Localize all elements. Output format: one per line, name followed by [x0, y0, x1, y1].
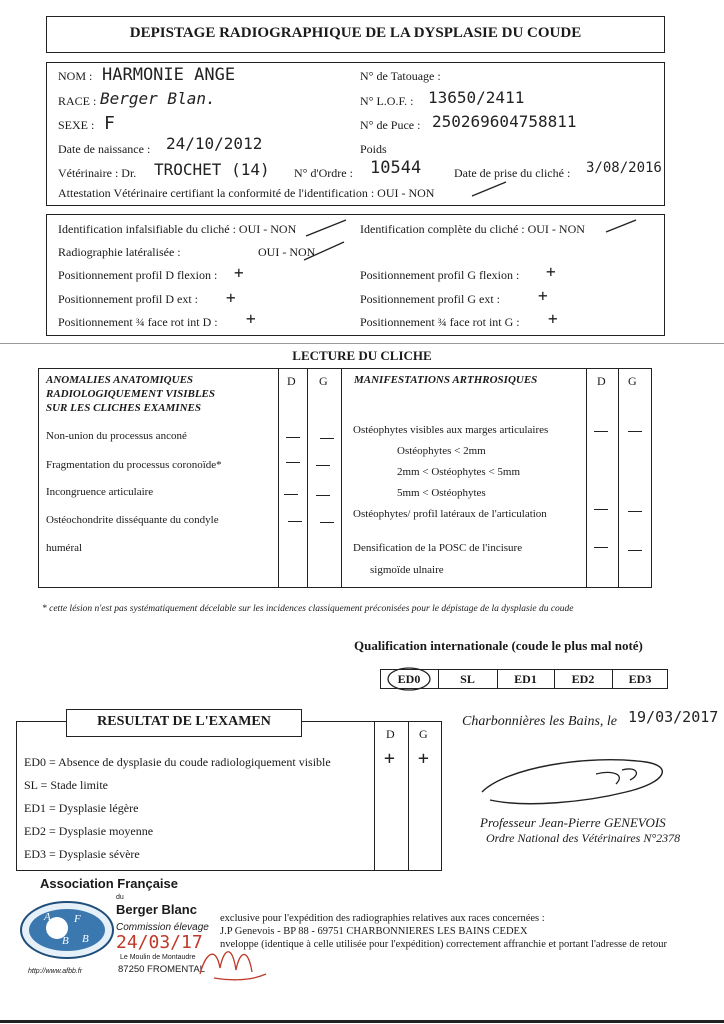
svg-text:B: B — [82, 933, 89, 945]
page-title: DEPISTAGE RADIOGRAPHIQUE DE LA DYSPLASIE DU COUDE — [129, 25, 582, 41]
footnote: * cette lésion n'est pas systématiquement décelable sur les incidences classiquement préconisées pour le dépistage de la dysplasie du coude — [42, 604, 574, 614]
dash-mark — [320, 522, 334, 523]
res-mark-g: + — [418, 748, 429, 769]
lecture-title: LECTURE DU CLICHE — [292, 348, 432, 363]
stamp-address1: Le Moulin de Montaudre — [120, 954, 196, 961]
strike-non-infals — [304, 218, 350, 240]
col-g-header: G — [319, 374, 328, 388]
pos-g-34: Positionnement ¾ face rot int G : — [360, 315, 520, 329]
ordre-label: N° d'Ordre : — [294, 166, 353, 180]
res-row-ed1: ED1 = Dysplasie légère — [24, 801, 139, 815]
row-osteo-profil: Ostéophytes/ profil latéraux de l'articulation — [353, 508, 547, 520]
anomalies-header-2: RADIOLOGIQUEMENT VISIBLES — [46, 388, 216, 400]
nom-label: NOM : — [58, 69, 93, 83]
res-row-ed2: ED2 = Dysplasie moyenne — [24, 824, 154, 838]
tatouage-label: N° de Tatouage : — [360, 69, 441, 83]
pos-g-ext: Positionnement profil G ext : — [360, 292, 500, 306]
grade-ed0: ED0 — [397, 672, 421, 686]
date-cliche-label: Date de prise du cliché : — [454, 166, 571, 180]
race-value: Berger Blan. — [100, 89, 216, 108]
row-osteochondrite: Ostéochondrite disséquante du condyle — [46, 514, 219, 526]
row-incongruence: Incongruence articulaire — [46, 486, 154, 498]
naissance-label: Date de naissance : — [58, 142, 151, 156]
strike-non-complete — [604, 218, 638, 236]
stamp-berger: Berger Blanc — [116, 902, 197, 917]
poids-label: Poids — [360, 142, 387, 156]
puce-value: 250269604758811 — [432, 112, 577, 131]
stamp-address2: 87250 FROMENTAL — [118, 964, 205, 975]
dash-mark — [320, 438, 334, 439]
svg-text:B: B — [62, 935, 69, 947]
nom-value: HARMONIE ANGE — [102, 65, 236, 85]
afbb-logo — [18, 898, 116, 962]
dash-mark — [284, 494, 298, 495]
date-cliche-value: 3/08/2016 — [586, 160, 662, 176]
resultat-title: RESULTAT DE L'EXAMEN — [97, 714, 271, 729]
grade-ed1: ED1 — [514, 672, 537, 686]
svg-text:F: F — [74, 913, 81, 925]
radio-lat-label: Radiographie latéralisée : — [58, 245, 181, 259]
puce-label: N° de Puce : — [360, 118, 421, 132]
radio-lat-value: OUI - NON — [258, 245, 316, 259]
signature-order: Ordre National des Vétérinaires N°2378 — [486, 831, 681, 845]
grade-ed3: ED3 — [628, 672, 652, 686]
dash-mark — [286, 437, 300, 438]
stamp-date: 24/03/17 — [116, 932, 203, 953]
mark-d-flex: + — [234, 263, 244, 282]
lecture-table — [38, 368, 652, 588]
ident-complete: Identification complète du cliché : OUI - NON — [360, 222, 585, 236]
veterinaire-value: TROCHET (14) — [154, 160, 270, 179]
signature-scribble — [476, 740, 676, 812]
res-row-ed0: ED0 = Absence de dysplasie du coude radiologiquement visible — [24, 755, 331, 769]
sexe-label: SEXE : — [58, 118, 95, 132]
circle-ed0 — [386, 666, 436, 692]
pos-d-ext: Positionnement profil D ext : — [58, 292, 198, 306]
row-non-union: Non-union du processus anconé — [46, 430, 187, 442]
res-col-sep — [374, 721, 375, 871]
dash-mark — [316, 465, 330, 466]
anomalies-header-3: SUR LES CLICHES EXAMINES — [46, 402, 201, 414]
row-osteo-2-5: 2mm < Ostéophytes < 5mm — [397, 466, 521, 478]
mark-d-ext: + — [226, 288, 236, 307]
anomalies-header-1: ANOMALIES ANATOMIQUES — [46, 374, 194, 386]
row-humeral: huméral — [46, 542, 83, 554]
dash-mark — [594, 431, 608, 432]
res-col-d: D — [386, 727, 395, 741]
signature-name: Professeur Jean-Pierre GENEVOIS — [480, 815, 666, 830]
col-sep — [278, 368, 279, 588]
col-sep — [341, 368, 342, 588]
grade-ed2: ED2 — [571, 672, 595, 686]
mark-g-ext: + — [538, 286, 548, 305]
stamp-du: du — [116, 894, 124, 901]
res-mark-d: + — [384, 748, 395, 769]
res-col-sep — [408, 721, 409, 871]
footer-line-1: exclusive pour l'expédition des radiographies relatives aux races concernées : — [220, 913, 545, 924]
col-g-header: G — [628, 374, 637, 388]
pos-d-34: Positionnement ¾ face rot int D : — [58, 315, 218, 329]
dash-mark — [288, 521, 302, 522]
dash-mark — [594, 547, 608, 548]
bottom-edge-line — [0, 1020, 724, 1023]
sexe-value: F — [104, 113, 115, 134]
dash-mark — [286, 462, 300, 463]
manifestations-header: MANIFESTATIONS ARTHROSIQUES — [354, 374, 538, 386]
col-d-header: D — [597, 374, 606, 388]
naissance-value: 24/10/2012 — [166, 134, 263, 153]
stamp-url: http://www.afbb.fr — [28, 968, 83, 975]
row-fragmentation: Fragmentation du processus coronoïde* — [46, 459, 222, 471]
strike-non-radio — [302, 240, 348, 262]
race-label: RACE : — [58, 94, 97, 108]
row-osteo-lt2: Ostéophytes < 2mm — [397, 445, 486, 457]
row-sigmoide: sigmoïde ulnaire — [370, 564, 444, 576]
pos-d-flex: Positionnement profil D flexion : — [58, 268, 218, 282]
svg-text:A: A — [44, 911, 51, 923]
row-densification: Densification de la POSC de l'incisure — [353, 542, 523, 554]
attestation-text: Attestation Vétérinaire certifiant la conformité de l'identification : OUI - NON — [58, 186, 435, 200]
separator-line — [0, 343, 724, 344]
veterinaire-label: Vétérinaire : Dr. — [58, 166, 137, 180]
row-osteo-gt5: 5mm < Ostéophytes — [397, 487, 486, 499]
col-sep — [586, 368, 587, 588]
ident-infalsifiable: Identification infalsifiable du cliché : OUI - NON — [58, 222, 297, 236]
col-d-header: D — [287, 374, 296, 388]
mark-g-flex: + — [546, 262, 556, 281]
strike-non-attestation — [470, 180, 510, 200]
col-sep — [618, 368, 619, 588]
stamp-assoc: Association Française — [40, 876, 178, 891]
lof-label: N° L.O.F. : — [360, 94, 414, 108]
signature-date: 19/03/2017 — [628, 708, 719, 726]
dash-mark — [628, 431, 642, 432]
title-box — [46, 16, 665, 53]
footer-line-3: nveloppe (identique à celle utilisée pour l'expédition) correctement affranchie et portant l'adresse de retour — [220, 939, 668, 950]
dash-mark — [594, 509, 608, 510]
res-row-ed3: ED3 = Dysplasie sévère — [24, 847, 140, 861]
dash-mark — [628, 550, 642, 551]
dash-mark — [316, 495, 330, 496]
qualification-title: Qualification internationale (coude le plus mal noté) — [354, 638, 643, 653]
dash-mark — [628, 511, 642, 512]
mark-g-34: + — [548, 309, 558, 328]
col-sep — [307, 368, 308, 588]
res-col-g: G — [419, 727, 428, 741]
footer-line-2: J.P Genevois - BP 88 - 69751 CHARBONNIERES LES BAINS CEDEX — [220, 926, 528, 937]
mark-d-34: + — [246, 309, 256, 328]
row-osteophytes-marges: Ostéophytes visibles aux marges articulaires — [353, 424, 549, 436]
ordre-value: 10544 — [370, 158, 422, 178]
pos-g-flex: Positionnement profil G flexion : — [360, 268, 520, 282]
signature-place: Charbonnières les Bains, le — [462, 714, 618, 729]
grade-sl: SL — [460, 672, 475, 686]
res-row-sl: SL = Stade limite — [24, 778, 108, 792]
stamp-commission: Commission élevage — [116, 922, 209, 933]
lof-value: 13650/2411 — [428, 88, 525, 107]
